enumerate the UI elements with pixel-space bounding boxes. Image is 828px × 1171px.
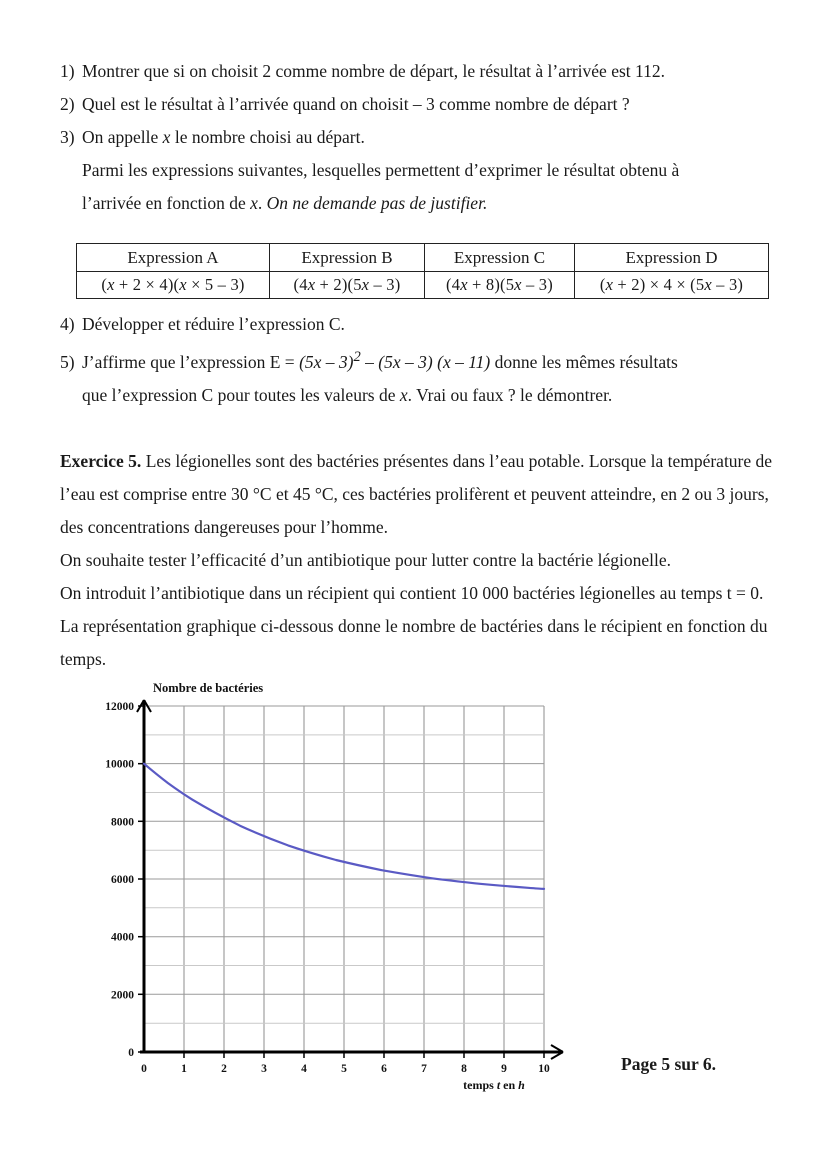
y-tick-label: 6000 [111,874,134,886]
y-tick-label: 10000 [105,758,134,771]
bacteria-decay-chart [95,678,595,1093]
chart-gridlines [144,706,544,1052]
x-tick-label: 7 [421,1063,427,1075]
y-tick-label: 12000 [105,701,134,713]
x-tick-label: 9 [501,1063,507,1075]
x-tick-label: 2 [221,1063,227,1075]
page-footer: Page 5 sur 6. [621,1054,716,1074]
variable-x: x [399,384,408,405]
y-tick-label: 4000 [111,931,134,944]
table-cell-expression-a: (x + 2 × 4)(x × 5 – 3) [77,272,270,299]
chart-title: Nombre de bactéries [153,681,264,695]
x-tick-label: 4 [301,1063,307,1075]
exercise-5-text-1: Les légionelles sont des bactéries présentes dans l’eau potable. Lorsque la température de l’eau est comprise entre 30 °C et 45 °C, ces bactéries prolifèrent et peuvent atteindre, en 2 ou 3 jours, des concentrations dangereuses pour l’homme. [60,451,773,537]
question-item [60,55,772,88]
table-header-cell: Expression B [270,244,425,272]
question-item-5 [60,341,772,379]
x-label-variable: t [496,1078,501,1092]
x-label-prefix: temps [463,1078,497,1092]
exercise-5-label: Exercice 5. [60,451,142,471]
x-tick-label: 3 [261,1063,267,1075]
question-text: Montrer que si on choisit 2 comme nombre de départ, le résultat à l’arrivée est 112. [82,61,665,81]
q5-expression-part2: – (5x – 3) (x – 11) [360,351,491,372]
x-tick-label: 10 [538,1063,550,1075]
question-text [82,341,772,379]
x-tick-label: 8 [461,1063,467,1075]
exercise-5-block [60,445,778,676]
question-number: 5) [60,351,75,372]
question-item [60,88,772,121]
x-tick-label: 1 [181,1063,187,1075]
question-text: Développer et réduire l’expression C. [82,314,345,334]
table-cell-expression-d: (x + 2) × 4 × (5x – 3) [575,272,769,299]
chart-x-axis-label [463,1078,525,1092]
q3-line1-a: On appelle [82,127,163,147]
x-label-mid: en [500,1078,519,1092]
question-number: 2) [60,94,75,114]
exercise-5-para-1 [60,445,778,544]
q5-line1-a: J’affirme que l’expression E = [82,351,300,372]
table-row [77,272,769,299]
question-text: Quel est le résultat à l’arrivée quand on choisit – 3 comme nombre de départ ? [82,94,630,114]
q3-line3-italic: On ne demande pas de justifier. [266,193,488,213]
question-list-bottom [60,308,772,412]
question-number: 1) [60,61,75,81]
table-cell-expression-b: (4x + 2)(5x – 3) [270,272,425,299]
q3-line3-b: . [257,193,267,213]
q3-line1-b: le nombre choisi au départ. [170,127,365,147]
question-number: 3) [60,127,75,147]
q3-line3-a: l’arrivée en fonction de [82,193,251,213]
q5-line1-b: donne les mêmes résultats [490,351,678,372]
y-tick-label: 0 [128,1047,134,1059]
variable-x: x [250,193,258,213]
q3-line3 [82,187,772,220]
table-header-cell: Expression D [575,244,769,272]
q5-line2 [82,379,772,412]
chart-svg [95,678,595,1093]
x-label-unit: h [518,1078,525,1092]
question-item-4 [60,308,772,341]
expression-table [76,243,769,299]
q3-line2: Parmi les expressions suivantes, lesquelles permettent d’exprimer le résultat obtenu à [82,160,680,180]
table-header-cell: Expression C [425,244,575,272]
question-list-top [60,55,772,220]
variable-x: x [162,127,171,147]
exercise-5-para-2: On souhaite tester l’efficacité d’un antibiotique pour lutter contre la bactérie légionelle. [60,550,671,570]
y-tick-label: 8000 [111,816,134,829]
question-text [82,121,772,154]
x-tick-label: 5 [341,1063,347,1075]
question-item-3 [60,121,772,154]
table-cell-expression-c: (4x + 8)(5x – 3) [425,272,575,299]
table-header-cell: Expression A [77,244,270,272]
q5-expression-part1: (5x – 3) [299,351,354,372]
q5-line2-a: que l’expression C pour toutes les valeurs de [82,384,400,405]
x-tick-label: 0 [141,1063,147,1075]
q5-exponent: 2 [353,349,361,365]
exercise-5-para-3: On introduit l’antibiotique dans un récipient qui contient 10 000 bactéries légionelles au temps t = 0. La représentation graphique ci-dessous donne le nombre de bactéries dans le récipient en fonction du temps. [60,583,768,669]
chart-y-tick-labels [105,701,134,1059]
q5-line2-b: . Vrai ou faux ? le démontrer. [407,384,613,405]
table-header-row [77,244,769,272]
x-tick-label: 6 [381,1063,387,1075]
y-tick-label: 2000 [111,989,134,1002]
question-number: 4) [60,314,75,334]
chart-x-tick-labels [141,1063,550,1075]
